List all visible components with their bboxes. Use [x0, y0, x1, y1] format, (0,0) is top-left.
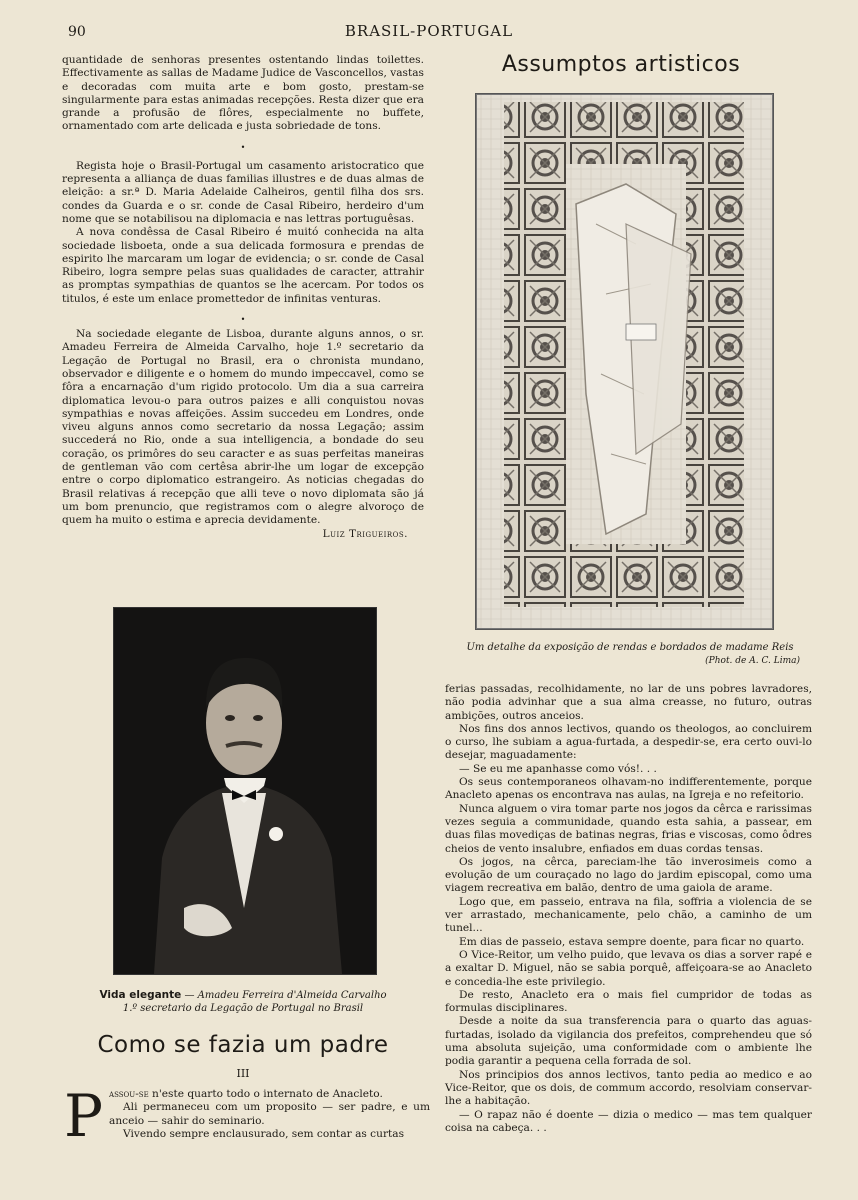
caption-text: — Amadeu Ferreira d'Almeida Carvalho [181, 990, 387, 1001]
paragraph: — Se eu me apanhasse como vós!. . . [459, 762, 657, 775]
paragraph: Nos fins dos annos lectivos, quando os theologos, ao concluirem o curso, lhe subiam a agua-furtada, a despedir-se, era certo ouvi-lo desejar, maguadamente: [445, 722, 812, 762]
paragraph: O Vice-Reitor, um velho puido, que levava os dias a sorver rapé e a exaltar D. Miguel, não se sabia porquê, affeiçoara-se ao Anacleto e concedia-lhe este privilegio. [445, 948, 812, 988]
paragraph: Regista hoje o Brasil-Portugal um casamento aristocratico que representa a alliança de duas familias illustres e de duas almas de eleição: a sr.ª D. Maria Adelaide Calheiros, gentil filha dos srs. condes da Guarda e o sr. conde de Casal Ribeiro, herdeiro d'um nome que se notabilisou na diplomacia e nas lettras portuguêsas. [62, 159, 424, 225]
lace-photo [475, 93, 774, 630]
author-signature: Luiz Trigueiros. [322, 527, 408, 540]
paragraph: Desde a noite da sua transferencia para o quarto das aguas-furtadas, isolado da vigilancia dos prefeitos, comprehendeu que só uma absoluta sujeição, uma conformidade com o ambiente lhe podia garantir a pequena cella forrada de sol. [445, 1015, 812, 1068]
paragraph: Vivendo sempre enclausurado, sem contar as curtas [123, 1127, 405, 1140]
paragraph: A nova condêssa de Casal Ribeiro é muitó conhecida na alta sociedade lisboeta, onde a sua delicada formosura e prendas de espirito lhe marcaram um logar de evidencia; o sr. conde de Casal Ribeiro, logra sempre pelas suas qualidades de caracter, attrahir as promptas sympathias de quantos se lhe acercam. Por todos os titulos, é este um enlace promettedor de infinitas venturas. [62, 226, 424, 305]
paragraph: — O rapaz não é doente — dizia o medico — mas tem qualquer coisa na cabeça. . . [445, 1108, 812, 1134]
portrait-photo [113, 607, 377, 975]
right-column [445, 683, 812, 1135]
chapter-number: III [236, 1067, 250, 1080]
lead-word: assou-se [109, 1088, 149, 1100]
portrait-caption [62, 989, 424, 1015]
paragraph: ferias passadas, recolhidamente, no lar de uns pobres lavradores, não podia advinhar que a sua alma creasse, no futuro, outras ambições, outros anceios. [445, 683, 812, 722]
paragraph: De resto, Anacleto era o mais fiel cumpridor de todas as formulas disciplinares. [445, 988, 812, 1015]
ornament: • [240, 315, 246, 325]
paragraph: Logo que, em passeio, entrava na fila, soffria a violencia de se ver arrastado, mechanicamente, pelo chão, a caminho de um tunel... [445, 895, 812, 935]
lace-illustration [476, 94, 773, 629]
photo-credit: (Phot. de A. C. Lima) [705, 656, 800, 666]
paragraph: Ali permaneceu com um proposito — ser padre, e um anceio — sahir do seminario. [109, 1101, 430, 1127]
left-column [62, 54, 424, 541]
section-title: Assumptos artisticos [501, 52, 741, 77]
paragraph: Em dias de passeio, estava sempre doente, para ficar no quarto. [459, 935, 805, 948]
caption-label: Vida elegante [99, 989, 182, 1001]
running-head: BRASIL-PORTUGAL [344, 22, 514, 40]
story-title: Como se fazia um padre [97, 1032, 389, 1058]
photo-caption: Um detalhe da exposição de rendas e bordados de madame Reis [466, 642, 794, 653]
paragraph: Os jogos, na cêrca, pareciam-lhe tão inverosimeis como a evolução de um couraçado no lago do jardim episcopal, como uma viagem recreativa em balão, dentro de uma gaiola de arame. [445, 855, 812, 895]
paragraph: Nunca alguem o vira tomar parte nos jogos da cêrca e rarissimas vezes seguia a communidade, quando esta sahia, a passear, em duas filas movediças de batinas negras, frias e viscosas, como ôdres cheios de vento insalubre, enfiados em duas cordas tensas. [445, 802, 812, 855]
paragraph [62, 1088, 430, 1101]
paragraph: Nos principios dos annos lectivos, tanto pedia ao medico e ao Vice-Reitor, que os dois, de commum accordo, resolviam conservar-lhe a habitação. [445, 1068, 812, 1108]
paragraph: Na sociedade elegante de Lisboa, durante alguns annos, o sr. Amadeu Ferreira de Almeida Carvalho, hoje 1.º secretario da Legação de Portugal no Brasil, era o chronista mundano, observador e diligente e o homem do mundo impeccavel, como se fôra a encarnação d'um rigido protocolo. Um dia a sua carreira diplomatica levou-o para outros paizes e alli conquistou novas sympathias e novas affeições. Assim succedeu em Londres, onde viveu alguns annos como secretario da nossa Legação; assim succederá no Rio, onde a sua intelligencia, a bondade do seu coração, os primôres do seu caracter e as suas perfeitas maneiras de gentleman vão com certêsa abrir-lhe um logar de excepção entre o corpo diplomatico estrangeiro. As noticias chegadas do Brasil relativas á recepção que alli teve o novo diplomata são já um bom prenuncio, que registramos com o alegre alvoroço de quem ha muito o estima e aprecia devidamente. [62, 328, 424, 527]
paragraph: Os seus contemporaneos olhavam-no indifferentemente, porque Anacleto apenas os encontrava nas aulas, na Igreja e no refeitorio. [445, 776, 812, 802]
drop-cap: P [64, 1082, 104, 1150]
paragraph-text: n'este quarto todo o internato de Anacleto. [148, 1088, 383, 1100]
story-start [62, 1082, 430, 1150]
caption-text: 1.º secretario da Legação de Portugal no Brasil [122, 1003, 364, 1014]
page-number: 90 [68, 24, 86, 40]
portrait-illustration [114, 608, 376, 974]
ornament: • [240, 142, 246, 152]
paragraph: quantidade de senhoras presentes ostentando lindas toilettes. Effectivamente as sallas de Madame Judice de Vasconcellos, vastas e decoradas com muita arte e bom gosto, prestam-se singularmente para estas animadas recepções. Resta dizer que era grande a profusão de flôres, especialmente no buffete, ornamentado com arte delicada e justa sobriedade de tons. [62, 54, 424, 133]
